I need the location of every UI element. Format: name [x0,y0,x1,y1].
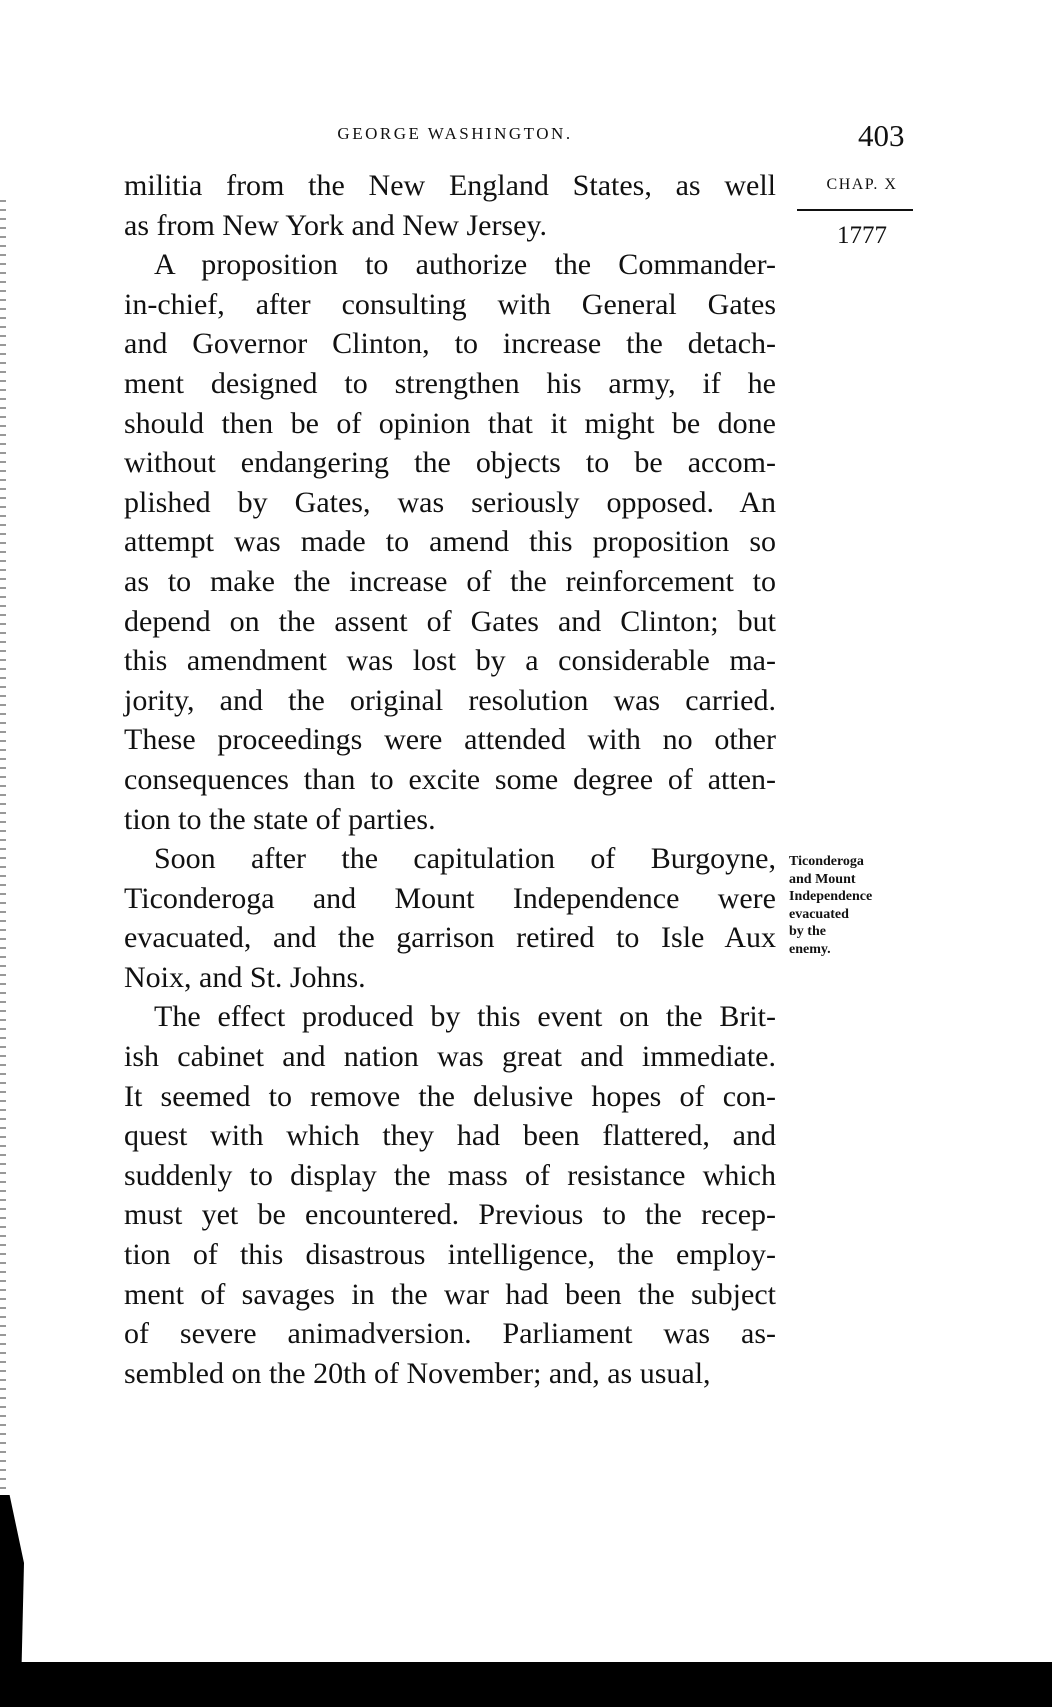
side-note [789,853,872,958]
text-line: quest with which they had been flattered, and [124,1119,776,1153]
text-line: attempt was made to amend this proposition so [124,525,776,559]
text-line: as to make the increase of the reinforcement to [124,564,776,598]
text-line: Noix, and St. Johns. [124,960,366,994]
side-note-line: enemy. [789,941,831,957]
margin-rule [797,209,913,211]
text-line: A proposition to authorize the Commander- [154,248,776,282]
running-head: GEORGE WASHINGTON. [337,124,573,143]
text-line: of severe animadversion. Parliament was as- [124,1317,776,1351]
scan-edge-shadow [0,1495,24,1665]
year-label: 1777 [837,222,887,249]
side-note-line: by the [789,924,826,939]
text-line: militia from the New England States, as well [124,169,776,202]
text-line: plished by Gates, was seriously opposed. An [124,485,776,519]
text-line: Ticonderoga and Mount Independence were [124,881,776,915]
text-line: evacuated, and the garrison retired to Isle Aux [124,921,776,955]
text-line: without endangering the objects to be accom- [124,446,776,480]
scan-edge-artifact [0,200,6,1500]
text-line: and Governor Clinton, to increase the detach- [124,327,776,361]
text-line: jority, and the original resolution was carried. [124,683,776,717]
body-text [124,166,776,1393]
text-line: as from New York and New Jersey. [124,208,547,242]
side-note-line: Ticonderoga [789,854,864,869]
text-line: depend on the assent of Gates and Clinton; but [124,604,776,638]
text-line: should then be of opinion that it might be done [124,406,776,440]
text-line: tion of this disastrous intelligence, the employ- [124,1238,776,1272]
text-line: These proceedings were attended with no other [124,723,776,757]
text-line: suddenly to display the mass of resistance which [124,1158,776,1192]
text-line: sembled on the 20th of November; and, as usual, [124,1356,711,1390]
text-line: Soon after the capitulation of Burgoyne, [154,842,776,876]
text-line: in-chief, after consulting with General Gates [124,287,776,321]
text-line: must yet be encountered. Previous to the recep- [124,1198,776,1232]
text-line: It seemed to remove the delusive hopes of con- [124,1079,776,1113]
side-note-line: evacuated [789,906,849,922]
text-line: The effect produced by this event on the Brit- [154,1000,776,1034]
side-note-line: Independence [789,889,873,904]
scan-bottom-border [0,1662,1052,1707]
text-line: this amendment was lost by a considerable ma- [124,644,776,678]
text-line: ish cabinet and nation was great and immediate. [124,1040,776,1074]
page-number: 403 [858,118,905,153]
chapter-label: CHAP. X [826,176,898,193]
text-line: consequences than to excite some degree of atten- [124,762,776,796]
text-line: ment designed to strengthen his army, if he [124,366,776,400]
text-line: ment of savages in the war had been the subject [124,1277,776,1311]
text-line: tion to the state of parties. [124,802,436,836]
side-note-line: and Mount [789,871,856,887]
